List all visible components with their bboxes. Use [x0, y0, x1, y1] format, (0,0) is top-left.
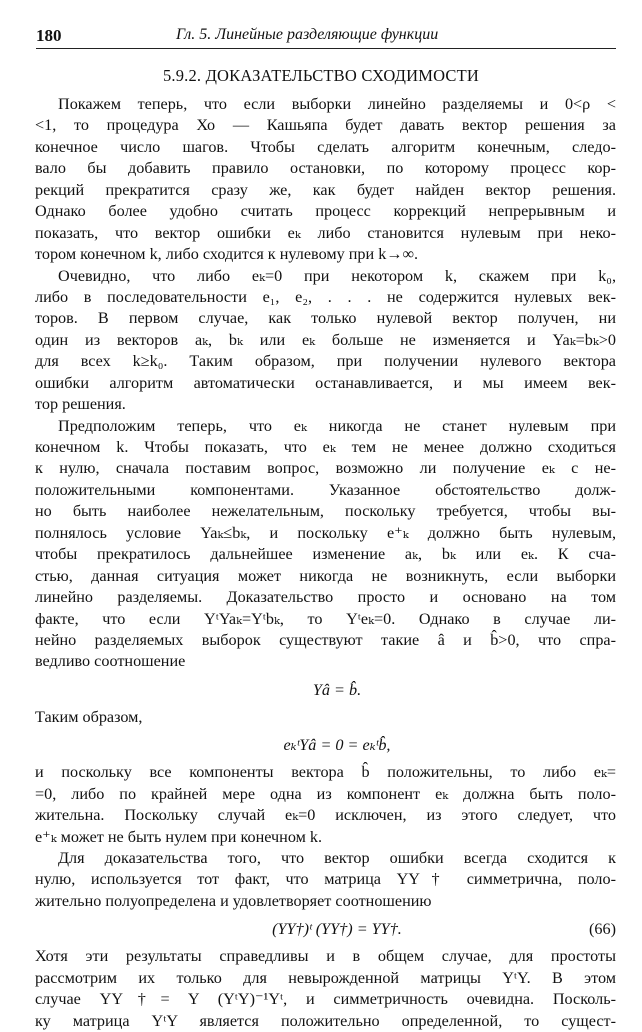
formula-2: eₖᵗYâ = 0 = eₖᵗb̂, — [283, 736, 391, 755]
text-line: показать, что вектор ошибки eₖ либо становится нулевым при неко- — [35, 223, 616, 242]
paragraph-3 — [35, 416, 616, 673]
text-line: рассмотрим их только для невырожденной матрицы YᵗY. В этом — [35, 968, 616, 987]
text-line: Однако более удобно считать процесс коррекций непрерывным и — [35, 202, 616, 221]
section-title: 5.9.2. ДОКАЗАТЕЛЬСТВО СХОДИМОСТИ — [162, 66, 480, 85]
text-line: ошибки алгоритм автоматически останавливается, и мы имеем век- — [35, 373, 616, 392]
text-line: для всех k≥k₀. Таким образом, при получении нулевого вектора — [35, 352, 616, 371]
text-line: к нулю, сначала поставим вопрос, возможно ли получение eₖ с не- — [35, 459, 616, 478]
text-line: Очевидно, что либо eₖ=0 при некотором k, скажем при k₀, — [58, 266, 616, 285]
formula-66-expression: (YY†)ᵗ (YY†) = YY†. — [272, 920, 402, 939]
text-line: жительно полуопределена и удовлетворяет соотношению — [35, 891, 432, 910]
text-line: Хотя эти результаты справедливы и в общем случае, для простоты — [35, 947, 616, 966]
text-line: тор решения. — [35, 395, 126, 414]
formula-66 — [58, 912, 616, 946]
equation-number: (66) — [589, 920, 616, 939]
text-line: вало бы добавить правило остановки, по которому процесс кор- — [35, 159, 616, 178]
text-line: конечном k. Чтобы показать, что eₖ тем не менее должно сходиться — [35, 438, 616, 456]
text-line: <1, то процедура Хо — Кашьяпа будет давать вектор решения за — [35, 116, 616, 135]
text-line: ведливо соотношение — [35, 652, 186, 671]
text-line: один из векторов aₖ, bₖ или eₖ больше не изменяется и Yaₖ=bₖ>0 — [35, 330, 616, 349]
text-line: тором конечном k, либо сходится к нулевому при k→∞. — [35, 245, 419, 264]
text-line: нулю, используется тот факт, что матрица YY† симметрична, поло- — [35, 870, 616, 889]
text-line: рекций прекратится сразу же, как будет найден вектор решения. — [35, 180, 616, 199]
text-line: нейно разделяемых выборок существуют такие â и b̂>0, что спра- — [35, 630, 616, 649]
text-line: конечное число шагов. Чтобы сделать алгоритм конечным, следо- — [35, 137, 616, 156]
paragraph-4 — [35, 707, 616, 728]
paragraph-1 — [35, 94, 616, 266]
running-title: Гл. 5. Линейные разделяющие функции — [176, 26, 439, 43]
formula-1: Yâ = b̂. — [312, 680, 362, 699]
text-line: факте, что если YᵗYaₖ=Yᵗbₖ, то Yᵗeₖ=0. Однако в случае ли- — [35, 609, 616, 628]
text-line: =0, либо по крайней мере одна из компонент eₖ должна быть поло- — [35, 784, 616, 803]
text-line: полнялось условие Yaₖ≤bₖ, и поскольку e⁺ₖ должно быть нулевым, — [35, 523, 616, 542]
text-line: Для доказательства того, что вектор ошибки всегда сходится к — [58, 849, 616, 867]
paragraph-7 — [35, 946, 616, 1032]
text-line: линейно разделяемы. Доказательство просто и основано на том — [35, 588, 616, 607]
text-line: Предположим теперь, что eₖ никогда не станет нулевым при — [58, 416, 616, 435]
page-number: 180 — [36, 26, 62, 45]
main-text — [35, 94, 616, 1032]
text-line: Покажем теперь, что если выборки линейно разделяемы и 0<ρ < — [58, 95, 616, 113]
text-line: e⁺ₖ может не быть нулем при конечном k. — [35, 827, 323, 846]
text-line: ку матрица YᵗY является положительно определенной, то сущест- — [35, 1011, 616, 1030]
text-line: либо в последовательности e₁, e₂, . . . не содержится нулевых век- — [35, 287, 616, 306]
paragraph-5 — [35, 762, 616, 848]
text-line: случае YY†= Y (YᵗY)⁻¹Yᵗ, и симметричность очевидна. Посколь- — [35, 990, 616, 1009]
text-line: торов. В первом случае, как только нулевой вектор получен, ни — [35, 309, 616, 328]
paragraph-6 — [35, 848, 616, 912]
text-line: но быть наиболее нежелательным, поскольку требуется, чтобы вы- — [35, 502, 616, 521]
text-line: положительными компонентами. Указанное обстоятельство долж- — [35, 480, 616, 499]
text-line: Таким образом, — [35, 707, 143, 726]
text-line: и поскольку все компоненты вектора b̂ положительны, то либо eₖ= — [35, 763, 616, 782]
page-header — [36, 26, 616, 49]
text-line: чтобы прекратилось дальнейшее изменение aₖ, bₖ или eₖ. К сча- — [35, 545, 616, 564]
text-line: жительна. Поскольку случай eₖ=0 исключен, из этого следует, что — [35, 806, 616, 825]
text-line: стью, данная ситуация может никогда не возникнуть, если выборки — [35, 566, 616, 585]
paragraph-2 — [35, 266, 616, 416]
